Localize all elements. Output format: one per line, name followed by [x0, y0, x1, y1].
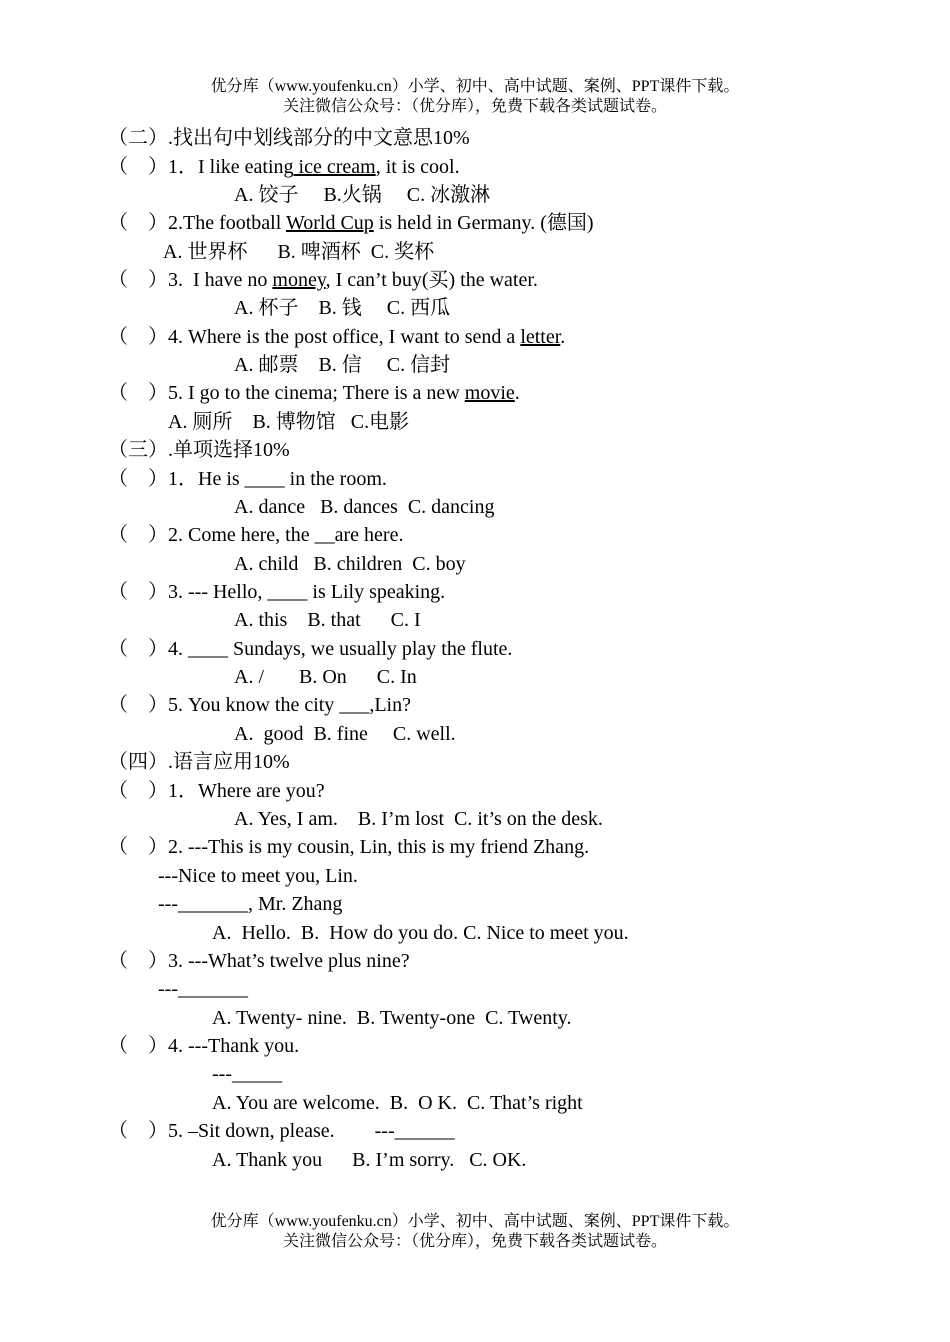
s2-q3 [108, 268, 538, 292]
s3-q5-text-end: Lin? [374, 694, 411, 716]
s2-q1-text-end: , it is cool. [375, 156, 460, 178]
s2-q5-text: （ ）5. I go to the cinema; There is a new [108, 382, 465, 404]
s3-q3-text-end: is Lily speaking. [307, 581, 446, 603]
section-4-title: （四）.语言应用10% [108, 751, 290, 773]
s3-q1-text: （ ）1．He is [108, 468, 245, 490]
s3-q4-options: A. / B. On C. In [234, 666, 417, 688]
s2-q5-options: A. 厕所 B. 博物馆 C.电影 [168, 411, 410, 433]
s3-q2-blank: __ [314, 524, 335, 546]
s4-q3-dash: --- [158, 978, 178, 1000]
s4-q5-blank: ______ [394, 1120, 455, 1142]
s3-q4 [108, 637, 512, 661]
s3-q2-text-end: are here. [334, 524, 404, 546]
s2-q4 [108, 325, 565, 349]
s3-q5 [108, 693, 411, 717]
s3-q5-blank: ___, [339, 694, 375, 716]
s4-q3-line-2 [158, 977, 248, 1001]
s4-q3-blank: _______ [177, 978, 248, 1000]
s2-q4-text: （ ）4. Where is the post office, I want to send a [108, 326, 521, 348]
s3-q4-text: （ ）4. [108, 638, 188, 660]
footer-line-2: 关注微信公众号：（优分库），免费下载各类试题试卷。 [282, 1233, 667, 1250]
s2-q3-text-end: , I can’t buy(买) the water. [325, 269, 538, 291]
s3-q3-options: A. this B. that C. I [234, 609, 421, 631]
s4-q1-options: A. Yes, I am. B. I’m lost C. it’s on the desk. [234, 808, 603, 830]
section-2-title: （二）.找出句中划线部分的中文意思10% [108, 127, 470, 149]
s4-q4-line-2 [212, 1062, 282, 1086]
s3-q3-blank: ____ [267, 581, 308, 603]
s4-q4: （ ）4. ---Thank you. [108, 1035, 300, 1057]
s4-q5 [108, 1119, 455, 1143]
s3-q2-text: （ ）2. Come here, the [108, 524, 315, 546]
s4-q2-line-3 [158, 892, 342, 916]
s2-q2 [108, 211, 594, 235]
s4-q3: （ ）3. ---What’s twelve plus nine? [108, 950, 410, 972]
s3-q5-options: A. good B. fine C. well. [234, 723, 456, 745]
s3-q5-text: （ ）5. You know the city [108, 694, 340, 716]
s3-q3 [108, 580, 445, 604]
s3-q1-options: A. dance B. dances C. dancing [234, 496, 495, 518]
s4-q2-line-2: ---Nice to meet you, Lin. [158, 865, 358, 887]
s3-q2-options: A. child B. children C. boy [234, 553, 466, 575]
s3-q1 [108, 467, 387, 491]
s2-q5 [108, 381, 520, 405]
s2-q2-text-end: is held in Germany. (德国) [373, 212, 594, 234]
s4-q2-line-3-end: Mr. Zhang [257, 893, 343, 915]
s4-q5-options: A. Thank you B. I’m sorry. C. OK. [212, 1149, 527, 1171]
s2-q2-underlined: World Cup [285, 212, 374, 234]
header-line-2: 关注微信公众号：（优分库），免费下载各类试题试卷。 [282, 98, 667, 115]
s2-q4-options: A. 邮票 B. 信 C. 信封 [234, 354, 451, 376]
s4-q4-blank: _____ [231, 1063, 282, 1085]
s4-q3-options: A. Twenty- nine. B. Twenty-one C. Twenty. [212, 1007, 572, 1029]
s4-q5-text: （ ）5. –Sit down, please. --- [108, 1120, 395, 1142]
s3-q1-text-end: in the room. [284, 468, 387, 490]
s3-q4-text-end: Sundays, we usually play the flute. [228, 638, 513, 660]
s4-q2-blank: _______, [177, 893, 258, 915]
s2-q5-text-end: . [514, 382, 520, 404]
s4-q2: （ ）2. ---This is my cousin, Lin, this is my friend Zhang. [108, 836, 590, 858]
s4-q4-dash: --- [212, 1063, 232, 1085]
s2-q1-options: A. 饺子 B.火锅 C. 冰激淋 [234, 184, 491, 206]
s3-q1-blank: ____ [244, 468, 285, 490]
s3-q3-text: （ ）3. --- Hello, [108, 581, 268, 603]
s2-q4-underlined: letter [520, 326, 561, 348]
s2-q1-underlined: ice cream [293, 156, 376, 178]
s4-q2-dash: --- [158, 893, 178, 915]
footer-line-1: 优分库（www.youfenku.cn）小学、初中、高中试题、案例、PPT课件下载。 [210, 1213, 740, 1230]
s2-q3-text: （ ）3. I have no [108, 269, 273, 291]
s4-q1: （ ）1．Where are you? [108, 780, 325, 802]
s2-q1 [108, 155, 460, 179]
s2-q2-text: （ ）2.The football [108, 212, 286, 234]
s2-q3-underlined: money [272, 269, 326, 291]
header-line-1: 优分库（www.youfenku.cn）小学、初中、高中试题、案例、PPT课件下载。 [210, 78, 740, 95]
s2-q1-text: （ ）1．I like eating [108, 156, 294, 178]
s2-q2-options: A. 世界杯 B. 啤酒杯 C. 奖杯 [163, 241, 435, 263]
section-3-title: （三）.单项选择10% [108, 439, 290, 461]
s2-q3-options: A. 杯子 B. 钱 C. 西瓜 [234, 297, 451, 319]
s4-q2-options: A. Hello. B. How do you do. C. Nice to meet you. [212, 922, 629, 944]
s3-q2 [108, 523, 403, 547]
s3-q4-blank: ____ [188, 638, 228, 660]
s4-q4-options: A. You are welcome. B. O K. C. That’s right [212, 1092, 583, 1114]
s2-q5-underlined: movie [464, 382, 515, 404]
s2-q4-text-end: . [560, 326, 566, 348]
